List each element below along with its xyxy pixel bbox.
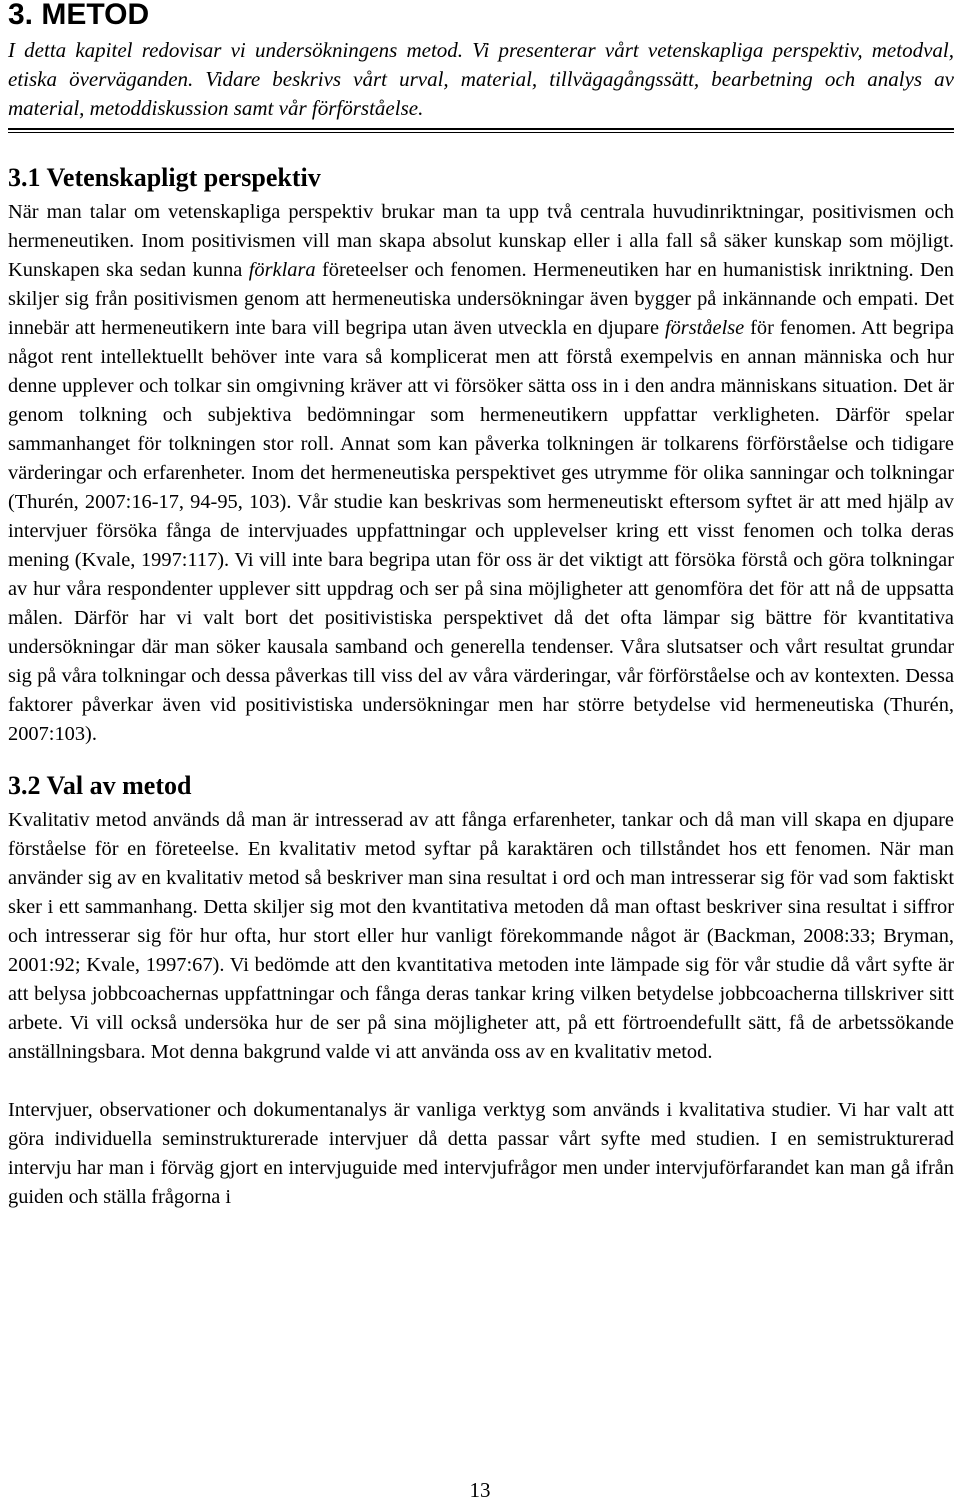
paragraph-text: företeelser och fenomen. Hermeneutiken har en humanistisk inriktning. Den skiljer sig från positivismen genom att hermeneutiska undersökningar även bygger på inkännande och empati. Det innebär att hermeneutikern inte bara vill begripa utan även utveckla en djupare (8, 259, 954, 339)
section-heading-3-2: 3.2 Val av metod (8, 771, 192, 800)
paragraph-text: När man talar om vetenskapliga perspektiv brukar man ta upp två centrala huvudinriktningar, positivismen och hermeneutiken. Inom positivismen vill man skapa absolut kunskap eller i alla fall så säker kunskap som möjligt. Kunskapen ska sedan kunna (8, 201, 954, 281)
chapter-intro: I detta kapitel redovisar vi undersökningens metod. Vi presenterar vårt vetenskapliga perspektiv, metodval, etiska överväganden. Vidare beskrivs vårt urval, material, tillvägagångssätt, bearbetning och analys av material, metoddiskussion samt vår förförståelse. (8, 38, 954, 120)
section-3-2-paragraph-1: Kvalitativ metod används då man är intresserad av att fånga erfarenheter, tankar och då man vill skapa en djupare förståelse för en företeelse. En kvalitativ metod syftar på karaktären och tillståndet hos ett fenomen. När man använder sig av en kvalitativ metod så beskriver man sina resultat i ord och man intresserar sig för vad som faktiskt sker i ett sammanhang. Detta skiljer sig mot den kvantitativa metoden då man oftast beskriver sina resultat i siffror och intresserar sig för hur ofta, hur stort eller hur vanligt förekommande något är (Backman, 2008:33; Bryman, 2001:92; Kvale, 1997:67). Vi bedömde att den kvantitativa metoden inte lämpade sig för vår studie då vårt syfte är att belysa jobbcoachernas uppfattningar och fånga deras tankar kring vilken betydelse jobbcoacherna tillskriver sitt arbete. Vi vill också undersöka hur de ser på sina möjligheter att, på ett förtroendefullt sätt, få de arbetssökande anställningsbara. Mot denna bakgrund valde vi att använda oss av en kvalitativ metod. (8, 809, 954, 1063)
intro-rule-thick (8, 128, 954, 130)
section-heading-3-1: 3.1 Vetenskapligt perspektiv (8, 163, 321, 192)
document-page (8, 0, 954, 1212)
paragraph-text: för fenomen. Att begripa något rent intellektuellt behöver inte vara så komplicerat men att förstå exempelvis en annan människa och hur denne upplever och tolkar sin omgivning kräver att vi försöker sätta oss in i den andra människans situation. Det är genom tolkning och subjektiva bedömningar som hermeneutikern uppfattar verkligheten. Därför spelar sammanhanget för tolkningen stor roll. Annat som kan påverka tolkningen är tolkarens förförståelse och tidigare värderingar och erfarenheter. Inom det hermeneutiska perspektivet ges utrymme för olika sanningar och tolkningar (Thurén, 2007:16-17, 94-95, 103). Vår studie kan beskrivas som hermeneutiskt eftersom syftet är att med hjälp av intervjuer försöka fånga de intervjuades uppfattningar och upplevelser kring ett visst fenomen och tolka deras mening (Kvale, 1997:117). Vi vill inte bara begripa utan för oss är det viktigt att försöka förstå och göra tolkningar av hur våra respondenter upplever sitt uppdrag och ser på sina möjligheter att genomföra det för att nå de uppsatta målen. Därför har vi valt bort det positivistiska perspektivet då det ofta lämpar sig bättre för kvantitativa undersökningar där man söker kausala samband och generella tendenser. Våra slutsatser och vårt resultat grundar sig på våra tolkningar och dessa påverkas till viss del av våra värderingar, vår förförståelse och av kontexten. Dessa faktorer påverkar även vid positivistiska undersökningar men har större betydelse vid hermeneutiska (Thurén, 2007:103). (8, 317, 954, 745)
emphasis-forstaelse: förståelse (664, 317, 745, 339)
intro-rule-thin (8, 132, 954, 133)
emphasis-forklara: förklara (248, 259, 316, 281)
chapter-title: 3. METOD (8, 0, 150, 31)
section-3-2-paragraph-2: Intervjuer, observationer och dokumentanalys är vanliga verktyg som används i kvalitativa studier. Vi har valt att göra individuella seminstrukturerade intervjuer då detta passar vårt syfte med studien. I en semistrukturerad intervju har man i förväg gjort en intervjuguide med intervjufrågor men under intervjuförfarandet kan man gå ifrån guiden och ställa frågorna i (8, 1099, 954, 1208)
page-number: 13 (469, 1478, 491, 1502)
section-3-1-paragraph (8, 198, 954, 749)
